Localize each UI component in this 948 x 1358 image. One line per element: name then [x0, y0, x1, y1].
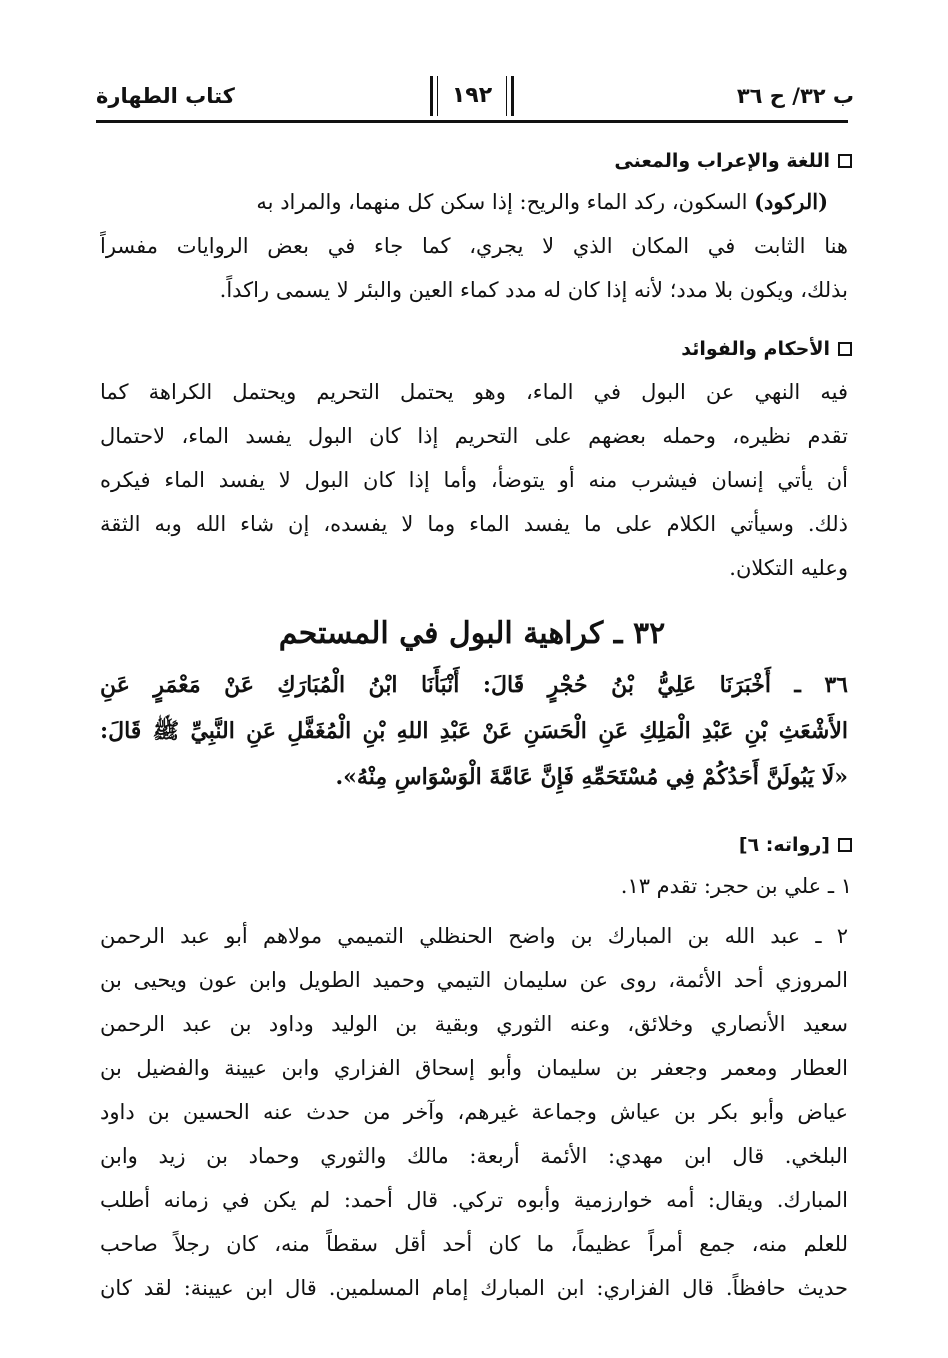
paragraph-line: أن يأتي إنسان فيشرب منه أو يتوضأ، وأما إذا كان البول لا يفسد الماء فيكره — [100, 468, 848, 492]
paragraph-line: حديث حافظاً. قال الفزاري: ابن المبارك إمام المسلمين. قال ابن عيينة: لقد كان — [100, 1276, 848, 1300]
page-number: ١٩٢ — [451, 83, 493, 108]
square-bullet-icon — [838, 154, 852, 168]
hadith-line: «لَا يَبُولَنَّ أَحَدُكُمْ فِي مُسْتَحَمِّهِ فَإِنَّ عَامَّةَ الْوَسْوَاسِ مِنْهُ». — [335, 764, 848, 790]
paragraph-line: البلخي. قال ابن مهدي: الأئمة أربعة: مالك والثوري وحماد بن زيد وابن — [100, 1144, 848, 1168]
section-heading-rulings — [681, 338, 852, 360]
chapter-title: ٣٢ ـ كراهية البول في المستحم — [278, 616, 666, 651]
paragraph-line: وعليه التكلان. — [729, 556, 848, 580]
paragraph-text: السكون، ركد الماء والريح: إذا سكن كل منهما، والمراد به — [256, 190, 755, 214]
page-number-box — [430, 76, 514, 116]
section-heading-narrators — [739, 834, 852, 856]
section-heading-language — [614, 150, 852, 172]
paragraph-line: المروزي أحد الأئمة، روى عن سليمان التيمي وحميد الطويل وابن عون ويحيى بن — [100, 968, 848, 992]
paragraph-line: هنا الثابت في المكان الذي لا يجري، كما جاء في بعض الروايات مفسراً — [100, 234, 848, 258]
section-heading-text: [رواته: ٦] — [738, 834, 830, 856]
hadith-line: الأَشْعَثِ بْنِ عَبْدِ الْمَلِكِ عَنِ الْحَسَنِ عَنْ عَبْدِ اللهِ بْنِ الْمُغَفَّلِ عَنِ النَّبِيِّ ﷺ قَالَ: — [100, 718, 848, 744]
defined-term: (الركود) — [754, 189, 828, 214]
paragraph-line: تقدم نظيره، وحمله بعضهم على التحريم إذا كان البول يفسد الماء، لاحتمال — [100, 424, 848, 448]
book-title: كتاب الطهارة — [96, 84, 235, 108]
paragraph-line: عياض وأبو بكر بن عياش وجماعة غيرهم، وآخر من حدث عنه الحسين بن داود — [100, 1100, 848, 1124]
hadith-line: ٣٦ ـ أَخْبَرَنَا عَلِيُّ بْنُ حُجْرٍ قَالَ: أَنْبَأَنَا ابْنُ الْمُبَارَكِ عَنْ مَعْمَرٍ عَنِ — [100, 672, 848, 698]
narrator-item: ١ ـ علي بن حجر: تقدم ١٣. — [620, 874, 852, 898]
paragraph-line: للعلم منه، جمع أمراً عظيماً، ما كان أحد أقل سقطاً منه، كان رجلاً صاحب — [100, 1232, 848, 1256]
paragraph-line: المبارك. ويقال: أمه خوارزمية وأبوه تركي. قال أحمد: لم يكن في زمانه أطلب — [100, 1188, 848, 1212]
paragraph-line: ٢ ـ عبد الله بن المبارك بن واضح الحنظلي التميمي مولاهم أبو عبد الرحمن — [100, 924, 848, 948]
chapter-reference: ب ٣٢/ ح ٣٦ — [736, 84, 854, 108]
paragraph-line: العطار ومعمر وجعفر بن سليمان وأبو إسحاق الفزاري وابن عيينة والفضيل بن — [100, 1056, 848, 1080]
section-heading-text: الأحكام والفوائد — [681, 338, 830, 360]
paragraph-line: فيه النهي عن البول في الماء، وهو يحتمل التحريم ويحتمل الكراهة كما — [100, 380, 848, 404]
paragraph-line: ذلك. وسيأتي الكلام على ما يفسد الماء وما لا يفسده، إن شاء الله وبه الثقة — [100, 512, 848, 536]
header-divider — [96, 120, 848, 123]
section-heading-text: اللغة والإعراب والمعنى — [614, 150, 830, 172]
paragraph-line: بذلك، ويكون بلا مدد؛ لأنه إذا كان له مدد كماء العين والبئر لا يسمى راكداً. — [219, 278, 848, 302]
paragraph-line — [100, 182, 848, 222]
paragraph-line: سعيد الأنصاري وخلائق، وعنه الثوري وبقية بن الوليد وداود بن عبد الرحمن — [100, 1012, 848, 1036]
square-bullet-icon — [838, 342, 852, 356]
square-bullet-icon — [838, 838, 852, 852]
